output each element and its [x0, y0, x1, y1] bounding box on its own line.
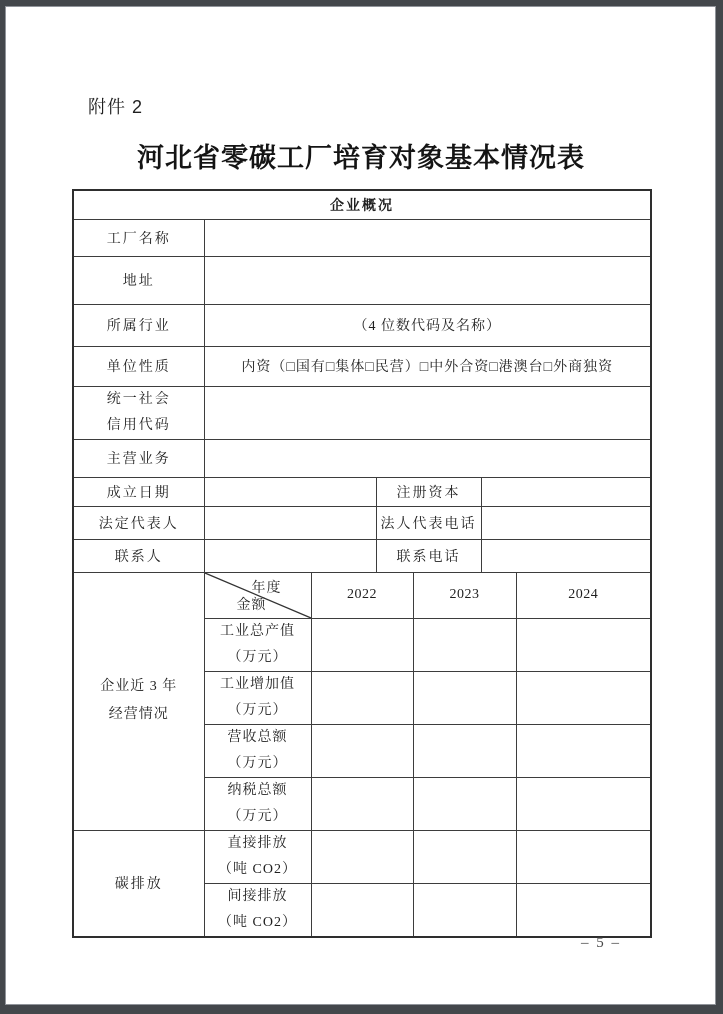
legal-rep-row: [73, 506, 651, 539]
business-3yr-label-line2: 经营情况: [108, 707, 169, 722]
registered-capital-label: 注册资本: [376, 477, 481, 506]
contact-row: [73, 539, 651, 572]
contact-person-label: 联系人: [73, 539, 204, 572]
establish-date-value: [204, 477, 376, 506]
page-title: 河北省零碳工厂培育对象基本情况表: [137, 143, 585, 173]
address-row: [73, 256, 651, 304]
tax-label-line1: 纳税总额: [227, 782, 288, 798]
revenue-2023: [413, 724, 516, 777]
section-header-row: [73, 190, 651, 219]
legal-rep-value: [204, 506, 376, 539]
revenue-2022: [311, 724, 413, 777]
direct-emission-label-line1: 直接排放: [227, 835, 288, 851]
direct-emission-label: [204, 830, 311, 883]
added-value-2024: [516, 671, 651, 724]
uscc-value: [204, 386, 651, 439]
uscc-label: [73, 386, 204, 439]
years-header-row: [73, 572, 651, 618]
added-value-2023: [413, 671, 516, 724]
indirect-emission-2023: [413, 883, 516, 937]
gross-output-2023: [413, 618, 516, 671]
address-value: [204, 256, 651, 304]
revenue-2024: [516, 724, 651, 777]
diagonal-amount-label: 金额: [236, 597, 267, 613]
diagonal-year-label: 年度: [251, 580, 282, 596]
legal-rep-phone-label: 法人代表电话: [376, 506, 481, 539]
tax-label-line2: （万元）: [227, 808, 288, 824]
industry-row: [73, 304, 651, 346]
contact-phone-label: 联系电话: [376, 539, 481, 572]
revenue-label-line2: （万元）: [227, 755, 288, 771]
factory-name-row: [73, 219, 651, 256]
gross-output-label: [204, 618, 311, 671]
year-column-2023: 2023: [413, 572, 516, 618]
company-profile-table: [72, 189, 652, 938]
legal-rep-label: 法定代表人: [73, 506, 204, 539]
tax-label: [204, 777, 311, 830]
unit-nature-label: 单位性质: [73, 346, 204, 386]
gross-output-label-line1: 工业总产值: [220, 623, 295, 639]
tax-2023: [413, 777, 516, 830]
indirect-emission-2024: [516, 883, 651, 937]
address-label: 地址: [73, 256, 204, 304]
indirect-emission-2022: [311, 883, 413, 937]
carbon-group-label: 碳排放: [73, 830, 204, 937]
revenue-label-line1: 营收总额: [227, 729, 288, 745]
revenue-label: [204, 724, 311, 777]
direct-emission-row: [73, 830, 651, 883]
business-3yr-group-label: [73, 572, 204, 830]
legal-rep-phone-value: [481, 506, 651, 539]
unit-nature-value: 内资（□国有□集体□民营）□中外合资□港澳台□外商独资: [204, 346, 651, 386]
year-column-2024: 2024: [516, 572, 651, 618]
tax-2024: [516, 777, 651, 830]
unit-nature-row: [73, 346, 651, 386]
business-3yr-label-line1: 企业近 3 年: [100, 679, 178, 694]
uscc-label-line2: 信用代码: [106, 417, 171, 433]
industry-label: 所属行业: [73, 304, 204, 346]
main-business-value: [204, 439, 651, 477]
establish-date-label: 成立日期: [73, 477, 204, 506]
document-page: [5, 6, 716, 1005]
gross-output-label-line2: （万元）: [227, 649, 288, 665]
section-header: 企业概况: [73, 190, 651, 219]
attachment-label: 附件 2: [88, 97, 144, 117]
direct-emission-2024: [516, 830, 651, 883]
contact-phone-value: [481, 539, 651, 572]
gross-output-2022: [311, 618, 413, 671]
registered-capital-value: [481, 477, 651, 506]
gross-output-2024: [516, 618, 651, 671]
direct-emission-2023: [413, 830, 516, 883]
indirect-emission-label-line2: （吨 CO2）: [218, 914, 297, 930]
establish-date-row: [73, 477, 651, 506]
main-business-row: [73, 439, 651, 477]
diagonal-header-cell: [204, 572, 311, 618]
added-value-label: [204, 671, 311, 724]
year-column-2022: 2022: [311, 572, 413, 618]
direct-emission-label-line2: （吨 CO2）: [218, 861, 297, 877]
added-value-label-line2: （万元）: [227, 702, 288, 718]
added-value-2022: [311, 671, 413, 724]
indirect-emission-label: [204, 883, 311, 937]
tax-2022: [311, 777, 413, 830]
added-value-label-line1: 工业增加值: [220, 676, 295, 692]
direct-emission-2022: [311, 830, 413, 883]
main-business-label: 主营业务: [73, 439, 204, 477]
page-number: – 5 –: [581, 935, 621, 951]
industry-value: （4 位数代码及名称）: [204, 304, 651, 346]
factory-name-value: [204, 219, 651, 256]
uscc-label-line1: 统一社会: [106, 391, 171, 407]
indirect-emission-label-line1: 间接排放: [227, 888, 288, 904]
uscc-row: [73, 386, 651, 439]
factory-name-label: 工厂名称: [73, 219, 204, 256]
contact-person-value: [204, 539, 376, 572]
